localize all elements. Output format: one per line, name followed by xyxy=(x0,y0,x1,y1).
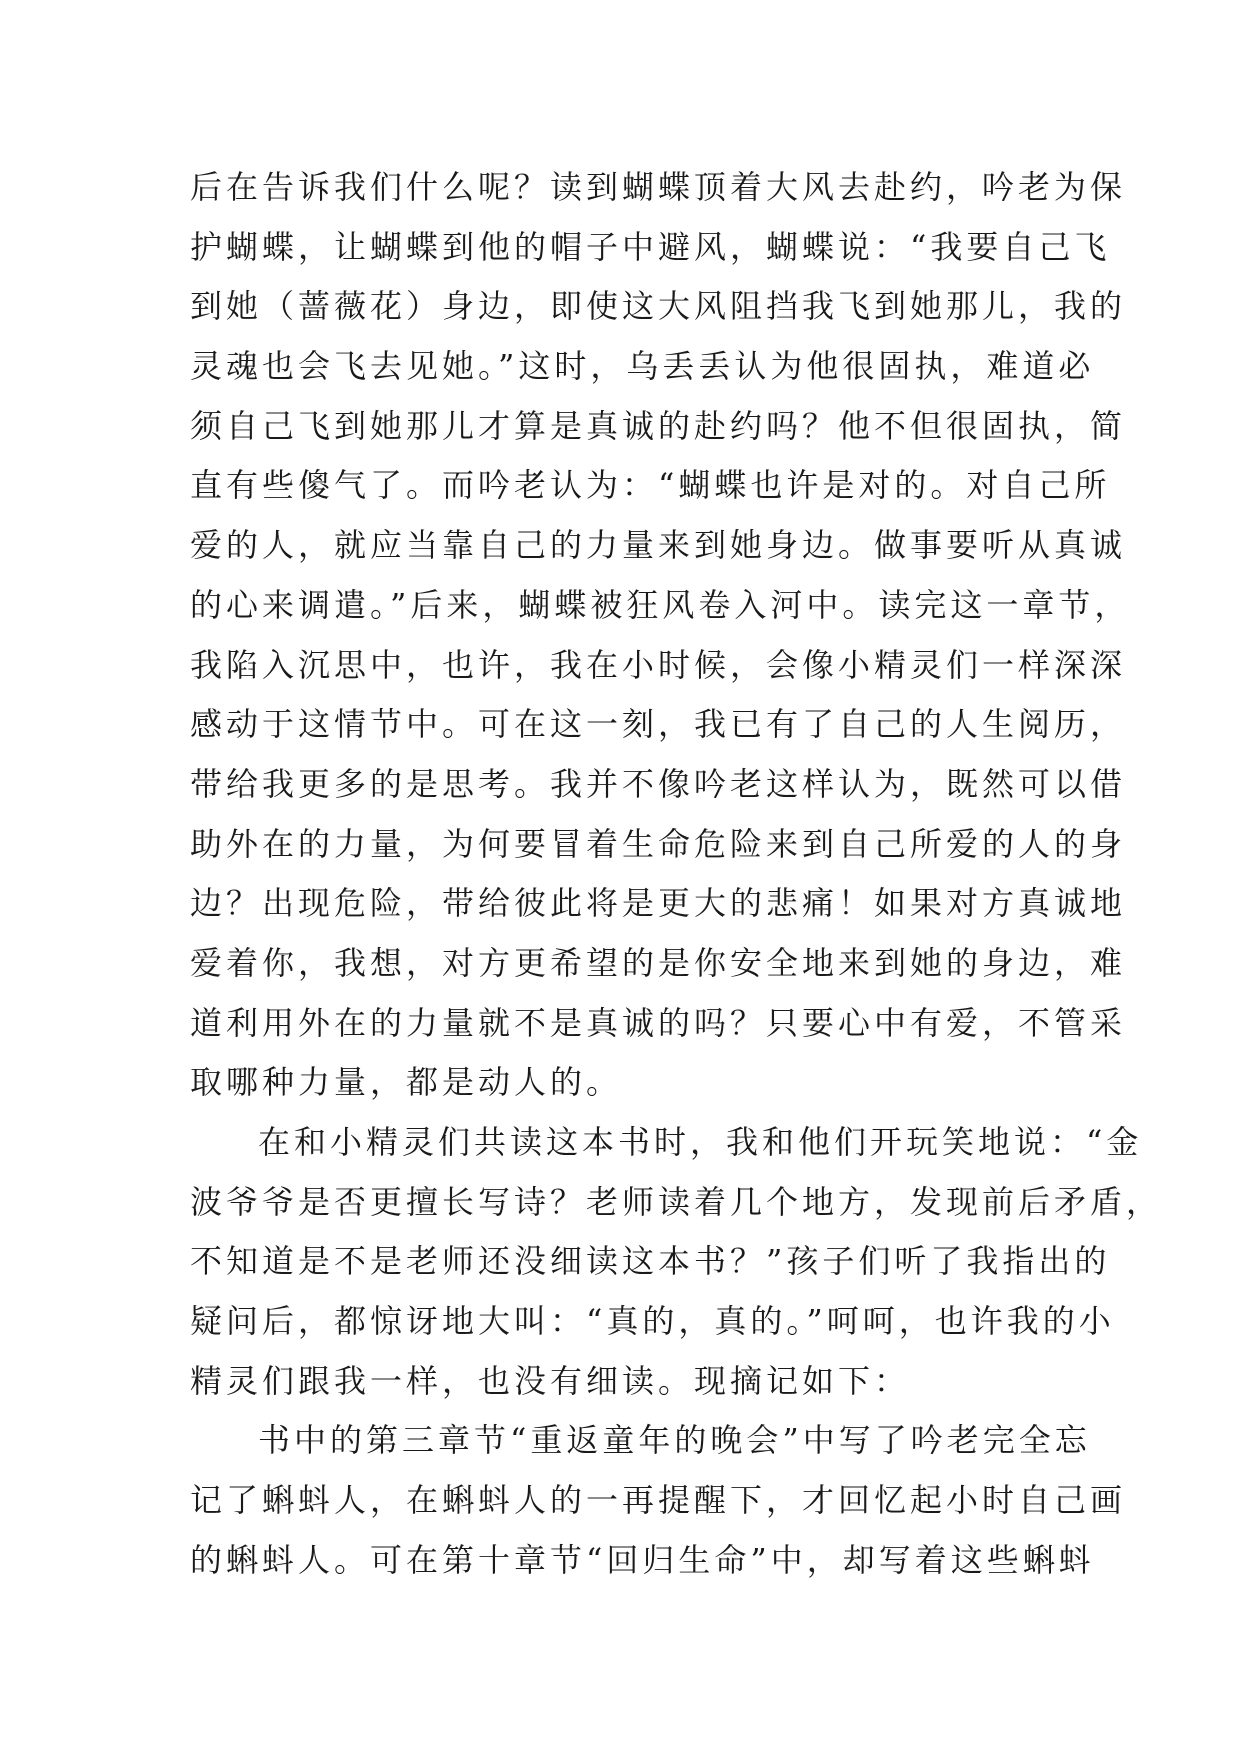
text-line: 到她（蔷薇花）身边，即使这大风阻挡我飞到她那儿，我的 xyxy=(190,287,1127,326)
text-line: 助外在的力量，为何要冒着生命危险来到自己所爱的人的身 xyxy=(190,824,1127,863)
text-line: 爱着你，我想，对方更希望的是你安全地来到她的身边，难 xyxy=(190,943,1127,982)
text-line: 带给我更多的是思考。我并不像吟老这样认为，既然可以借 xyxy=(190,764,1127,803)
text-line: 后在告诉我们什么呢？读到蝴蝶顶着大风去赴约，吟老为保 xyxy=(190,168,1127,206)
text-line: 我陷入沉思中，也许，我在小时候，会像小精灵们一样深深 xyxy=(190,645,1127,684)
body-text xyxy=(190,158,1163,1591)
text-line: 道利用外在的力量就不是真诚的吗？只要心中有爱，不管采 xyxy=(190,1003,1127,1042)
text-line: 波爷爷是否更擅长写诗？老师读着几个地方，发现前后矛盾， xyxy=(190,1182,1163,1221)
text-line: 疑问后，都惊讶地大叫：“真的，真的。”呵呵，也许我的小 xyxy=(190,1302,1115,1341)
text-line: 护蝴蝶，让蝴蝶到他的帽子中避风，蝴蝶说：“我要自己飞 xyxy=(190,227,1111,266)
text-line: 取哪种力量，都是动人的。 xyxy=(190,1063,623,1102)
text-line: 直有些傻气了。而吟老认为：“蝴蝶也许是对的。对自己所 xyxy=(190,466,1111,505)
text-line: 的心来调遣。”后来，蝴蝶被狂风卷入河中。读完这一章节， xyxy=(190,585,1131,624)
text-line: 书中的第三章节“重返童年的晚会”中写了吟老完全忘 xyxy=(258,1421,1091,1460)
text-line: 不知道是不是老师还没细读这本书？”孩子们听了我指出的 xyxy=(190,1242,1111,1281)
text-line: 精灵们跟我一样，也没有细读。现摘记如下： xyxy=(190,1361,911,1400)
text-line: 记了蝌蚪人，在蝌蚪人的一再提醒下，才回忆起小时自己画 xyxy=(190,1481,1127,1520)
text-line: 的蝌蚪人。可在第十章节“回归生命”中，却写着这些蝌蚪 xyxy=(190,1540,1095,1579)
text-line: 在和小精灵们共读这本书时，我和他们开玩笑地说：“金 xyxy=(258,1123,1143,1161)
text-line: 爱的人，就应当靠自己的力量来到她身边。做事要听从真诚 xyxy=(190,526,1127,565)
text-line: 须自己飞到她那儿才算是真诚的赴约吗？他不但很固执，简 xyxy=(190,406,1127,445)
text-line: 边？出现危险，带给彼此将是更大的悲痛！如果对方真诚地 xyxy=(190,884,1127,923)
text-line: 感动于这情节中。可在这一刻，我已有了自己的人生阅历， xyxy=(190,705,1127,744)
text-line: 灵魂也会飞去见她。”这时，乌丢丢认为他很固执，难道必 xyxy=(190,347,1095,386)
